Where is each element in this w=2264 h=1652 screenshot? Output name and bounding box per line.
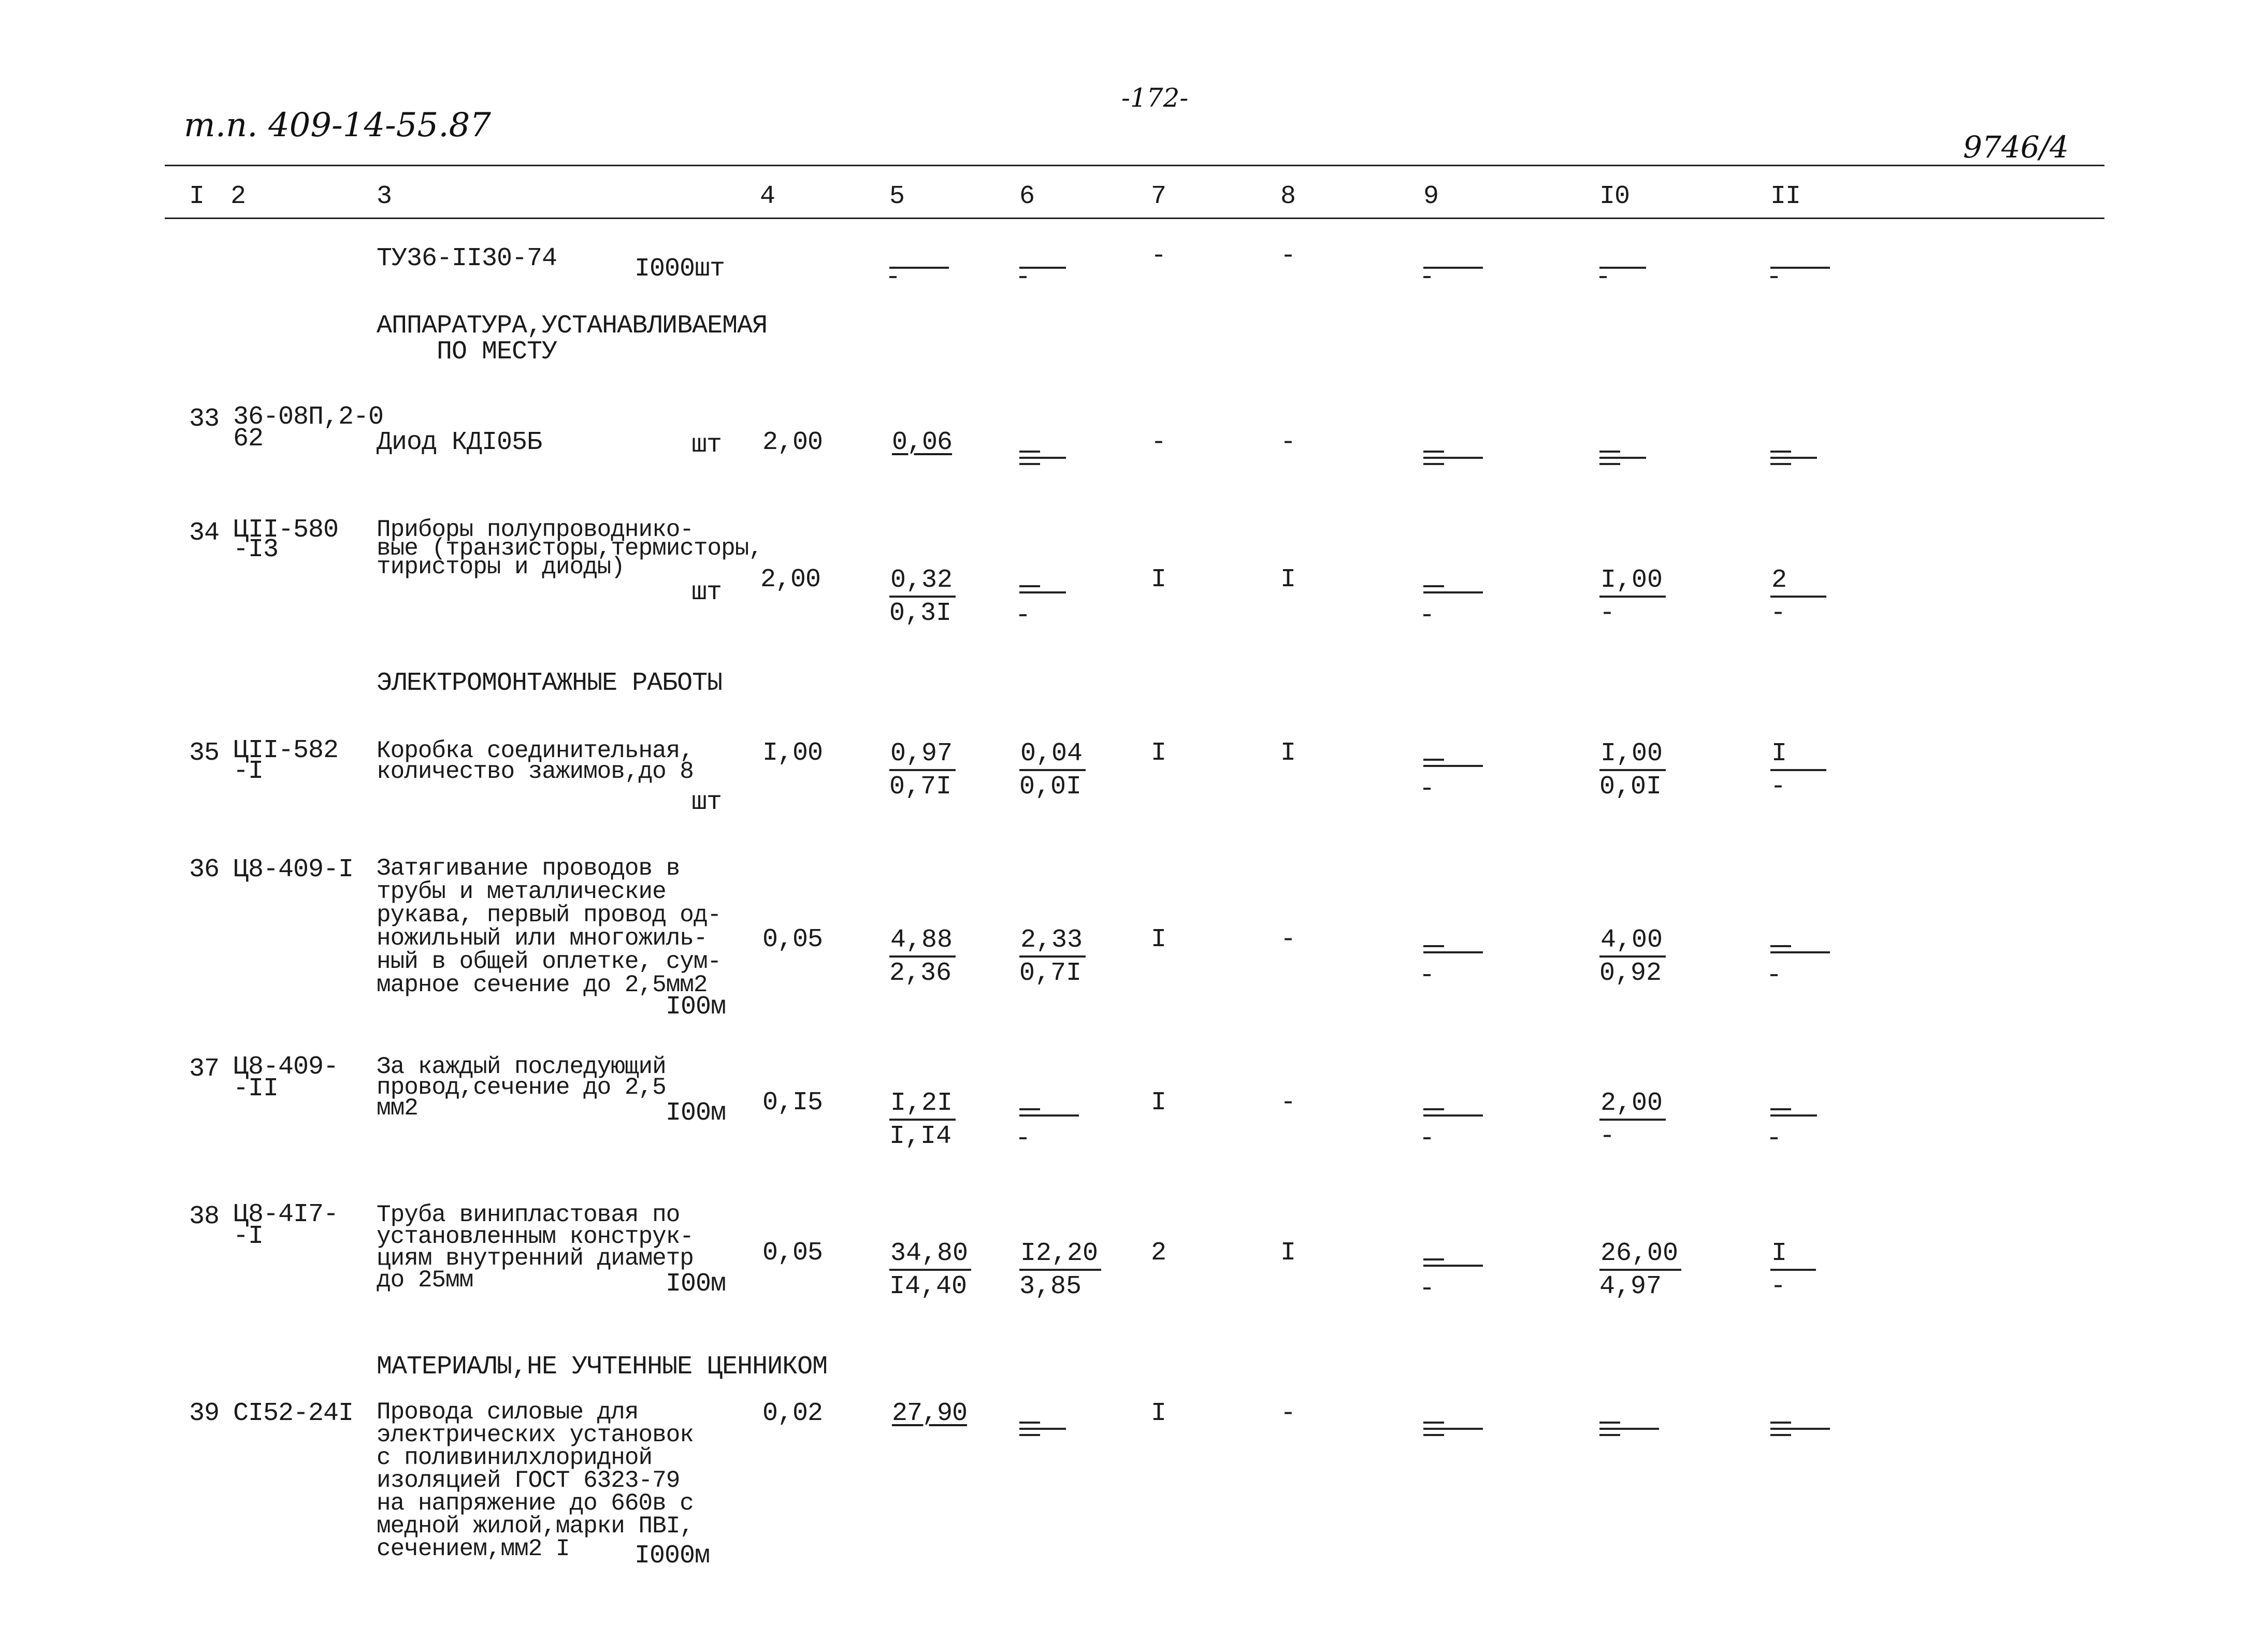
row33-c9-mark xyxy=(1423,445,1483,465)
row38-c11-num: I xyxy=(1770,1238,1816,1271)
row37-c9-mark xyxy=(1423,1103,1483,1139)
row0-c5-mark xyxy=(889,267,949,278)
row37-c10-num: 2,00 xyxy=(1599,1088,1666,1121)
row35-c9-mark xyxy=(1423,753,1483,790)
col-header-11: II xyxy=(1770,182,1801,211)
row36-c10-num: 4,00 xyxy=(1599,924,1666,958)
row35-c10-den: 0,0I xyxy=(1599,772,1662,802)
row39-code: СI52-24I xyxy=(233,1399,354,1428)
row33-c5: 0,06 xyxy=(892,428,953,457)
row38-code: Ц8-4I7- -I xyxy=(233,1200,339,1251)
row37-c5-num: I,2I xyxy=(889,1088,956,1121)
row34-c11-num: 2 xyxy=(1770,564,1826,598)
row35-c6-num: 0,04 xyxy=(1019,738,1086,771)
row39-desc: Провода силовые для электрических установок с поливинилхлоридной изоляцией ГОСТ 6323-79 на напряжение до 660в с медной жилой,марки ПВI, сечением,мм2 I xyxy=(377,1399,694,1562)
row38-c11-den: - xyxy=(1770,1272,1786,1301)
col-header-5: 5 xyxy=(889,182,905,211)
row34-c5-num: 0,32 xyxy=(889,564,956,598)
section-title-materials: МАТЕРИАЛЫ,НЕ УЧТЕННЫЕ ЦЕННИКОМ xyxy=(377,1352,828,1382)
row34-num: 34 xyxy=(189,518,220,548)
row38-c6-den: 3,85 xyxy=(1019,1272,1082,1301)
row38-c11 xyxy=(1770,1238,1890,1303)
row34-c11-den: - xyxy=(1770,599,1786,628)
row38-c6 xyxy=(1019,1238,1138,1303)
row35-c7: I xyxy=(1151,738,1166,768)
row33-num: 33 xyxy=(189,404,220,434)
row34-c5 xyxy=(889,564,1008,630)
row36-qty: 0,05 xyxy=(762,925,823,954)
row36-c6 xyxy=(1019,924,1138,990)
col-header-3: 3 xyxy=(377,182,392,211)
row36-c5-num: 4,88 xyxy=(889,924,956,958)
row39-c8: - xyxy=(1280,1399,1296,1428)
row36-num: 36 xyxy=(189,855,220,885)
section-title-electrical-works: ЭЛЕКТРОМОНТАЖНЫЕ РАБОТЫ xyxy=(377,669,723,698)
row34-c6-mark xyxy=(1019,580,1066,616)
row34-c11 xyxy=(1770,564,1890,630)
row37-num: 37 xyxy=(189,1054,220,1084)
row33-desc: Диод КДI05Б xyxy=(377,428,542,457)
row34-c10-den: - xyxy=(1599,599,1616,628)
row38-num: 38 xyxy=(189,1202,220,1231)
row35-c8: I xyxy=(1280,738,1296,768)
row37-c10-den: - xyxy=(1599,1122,1616,1151)
col-header-2: 2 xyxy=(230,182,246,211)
row35-unit: шт xyxy=(691,788,722,817)
row38-c6-num: I2,20 xyxy=(1019,1238,1101,1271)
row38-c10-den: 4,97 xyxy=(1599,1272,1662,1301)
row35-c5 xyxy=(889,738,1008,803)
row0-unit: I000шт xyxy=(635,254,725,284)
row36-desc: Затягивание проводов в трубы и металлические рукава, первый провод од- ножильный или многожиль- ный в общей оплетке, сум- марное сечение до 2,5мм2 xyxy=(377,855,722,998)
row35-desc: Коробка соединительная, количество зажимов,до 8 xyxy=(377,737,694,785)
row0-c10-mark xyxy=(1599,267,1646,278)
row34-c7: I xyxy=(1151,565,1166,595)
row38-c5 xyxy=(889,1238,1008,1303)
row36-c11-mark xyxy=(1770,940,1830,976)
row35-c5-den: 0,7I xyxy=(889,772,952,802)
row38-unit: I00м xyxy=(666,1269,726,1299)
row0-c7: - xyxy=(1151,241,1166,271)
row39-c11-mark xyxy=(1770,1416,1830,1436)
row36-unit: I00м xyxy=(666,992,726,1022)
row39-c6-mark xyxy=(1019,1416,1066,1436)
row37-unit: I00м xyxy=(666,1098,726,1128)
row33-c8: - xyxy=(1280,428,1296,457)
row35-c6-den: 0,0I xyxy=(1019,772,1082,802)
row37-desc: За каждый последующий провод,сечение до 2,5 мм2 xyxy=(377,1053,666,1122)
row35-c10 xyxy=(1599,738,1719,803)
row38-c10-num: 26,00 xyxy=(1599,1238,1681,1271)
row37-c10 xyxy=(1599,1088,1719,1153)
row34-c5-den: 0,3I xyxy=(889,599,952,628)
row35-c11-den: - xyxy=(1770,772,1786,802)
row36-c8: - xyxy=(1280,925,1296,954)
header-rule-top xyxy=(165,165,2104,166)
row35-c10-num: I,00 xyxy=(1599,738,1666,771)
row34-c9-mark xyxy=(1423,580,1483,616)
row33-unit: шт xyxy=(691,430,722,460)
row39-c9-mark xyxy=(1423,1416,1483,1436)
page-number: -172- xyxy=(1121,83,1189,113)
row35-code: ЦII-582 -I xyxy=(233,736,339,786)
row38-qty: 0,05 xyxy=(762,1238,823,1268)
row35-qty: I,00 xyxy=(762,738,823,768)
album-code: 9746/4 xyxy=(1963,129,2069,165)
col-header-10: I0 xyxy=(1599,182,1630,211)
section-title-apparatus: АППАРАТУРА,УСТАНАВЛИВАЕМАЯ ПО МЕСТУ xyxy=(377,311,768,367)
row35-c11 xyxy=(1770,738,1890,803)
row35-c5-num: 0,97 xyxy=(889,738,956,771)
col-header-6: 6 xyxy=(1019,182,1035,211)
row36-c9-mark xyxy=(1423,940,1483,976)
row37-c7: I xyxy=(1151,1088,1166,1118)
row33-code: 36-08П,2-0 62 xyxy=(233,402,384,454)
row33-c11-mark xyxy=(1770,445,1817,465)
row35-c11-num: I xyxy=(1770,738,1826,771)
row34-c10-num: I,00 xyxy=(1599,564,1666,598)
row37-c5 xyxy=(889,1088,1008,1153)
row38-desc: Труба винипластовая по установленным конструк- циям внутренний диаметр до 25мм xyxy=(377,1201,694,1294)
row36-c6-num: 2,33 xyxy=(1019,924,1086,958)
col-header-8: 8 xyxy=(1280,182,1296,211)
row34-unit: шт xyxy=(691,578,722,607)
row34-desc: Приборы полупроводнико- вые (транзисторы,термисторы, тиристоры и диоды) xyxy=(377,516,762,581)
row36-c10-den: 0,92 xyxy=(1599,959,1662,988)
row0-c8: - xyxy=(1280,241,1296,271)
row0-c9-mark xyxy=(1423,267,1483,278)
row33-c6-mark xyxy=(1019,445,1066,465)
row39-c10-mark xyxy=(1599,1416,1659,1436)
row34-c8: I xyxy=(1280,565,1296,595)
row37-c8: - xyxy=(1280,1088,1296,1118)
row37-code: Ц8-409- -II xyxy=(233,1052,339,1104)
row35-num: 35 xyxy=(189,738,220,768)
row37-qty: 0,I5 xyxy=(762,1088,823,1118)
col-header-4: 4 xyxy=(760,182,775,211)
row37-c6-mark xyxy=(1019,1103,1079,1139)
row36-c7: I xyxy=(1151,925,1166,954)
row36-c5 xyxy=(889,924,1008,990)
row36-c6-den: 0,7I xyxy=(1019,959,1082,988)
col-header-1: I xyxy=(189,182,205,211)
row36-c5-den: 2,36 xyxy=(889,959,952,988)
row38-c10 xyxy=(1599,1238,1719,1303)
row0-c6-mark xyxy=(1019,267,1066,278)
col-header-7: 7 xyxy=(1151,182,1166,211)
row34-qty: 2,00 xyxy=(760,565,821,595)
row39-unit: I000м xyxy=(635,1541,710,1571)
row35-c6 xyxy=(1019,738,1138,803)
row36-c10 xyxy=(1599,924,1719,990)
row0-code: ТУ36-II30-74 xyxy=(377,244,557,273)
row37-c5-den: I,I4 xyxy=(889,1122,952,1151)
row33-c7: - xyxy=(1151,428,1166,457)
row38-c5-num: 34,80 xyxy=(889,1238,971,1271)
row34-c10 xyxy=(1599,564,1719,630)
row38-c5-den: I4,40 xyxy=(889,1272,968,1301)
header-rule-bottom xyxy=(165,218,2104,219)
row38-c9-mark xyxy=(1423,1253,1483,1289)
col-header-9: 9 xyxy=(1423,182,1439,211)
row39-qty: 0,02 xyxy=(762,1399,823,1428)
row38-c7: 2 xyxy=(1151,1238,1166,1268)
row37-c11-mark xyxy=(1770,1103,1817,1139)
row39-c7: I xyxy=(1151,1399,1166,1428)
row39-num: 39 xyxy=(189,1399,220,1428)
row36-code: Ц8-409-I xyxy=(233,855,354,885)
row0-c11-mark xyxy=(1770,267,1830,278)
row39-c5: 27,90 xyxy=(892,1399,968,1428)
row33-qty: 2,00 xyxy=(762,428,823,457)
row33-c10-mark xyxy=(1599,445,1646,465)
doc-reference: т.п. 409-14-55.87 xyxy=(184,106,491,144)
row38-c8: I xyxy=(1280,1238,1296,1268)
row34-code: ЦII-580 -I3 xyxy=(233,515,339,564)
